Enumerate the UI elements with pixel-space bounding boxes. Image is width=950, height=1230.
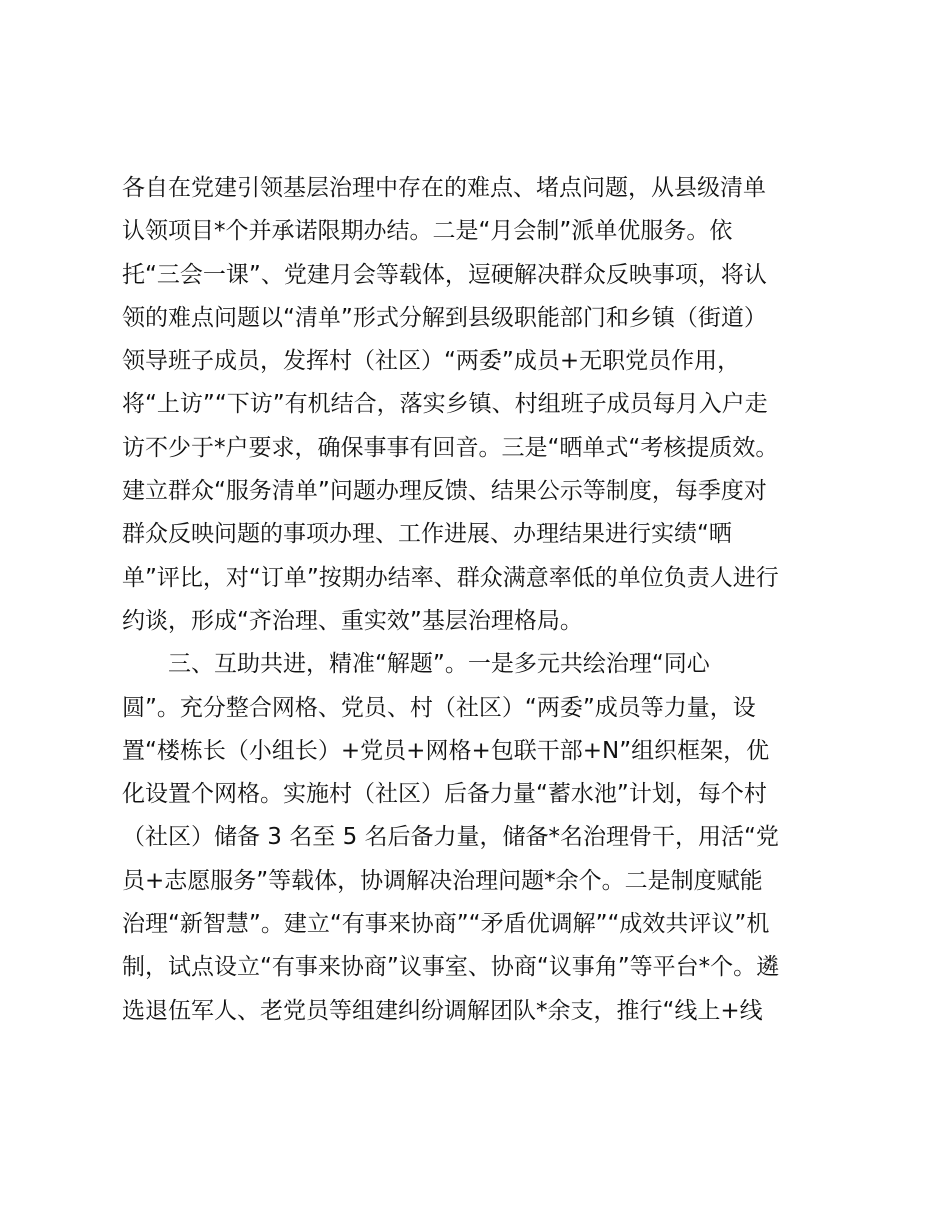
text-line: 单”评比，对“订单”按期办结率、群众满意率低的单位负责人进行 [122, 564, 779, 591]
text-line: 领导班子成员，发挥村（社区）“两委”成员+无职党员作用， [122, 348, 741, 375]
text-line: 将“上访”“下访”有机结合，落实乡镇、村组班子成员每月入户走 [122, 391, 768, 418]
text-line: 各自在党建引领基层治理中存在的难点、堵点问题，从县级清单 [122, 175, 766, 201]
text-line: 托“三会一课”、党建月会等载体，逗硬解决群众反映事项，将认 [122, 261, 767, 288]
text-line: 置“楼栋长（小组长）+党员+网格+包联干部+N”组织框架，优 [122, 737, 770, 764]
body-text [122, 167, 842, 1033]
text-line: （社区）储备 3 名至 5 名后备力量，储备*名治理骨干，用活“党 [122, 824, 779, 851]
text-line: 认领项目*个并承诺限期办结。二是“月会制”派单优服务。依 [122, 218, 733, 245]
text-line: 领的难点问题以“清单”形式分解到县级职能部门和乡镇（街道） [122, 304, 767, 331]
text-line: 建立群众“服务清单”问题办理反馈、结果公示等制度，每季度对 [122, 478, 767, 505]
text-line: 选退伍军人、老党员等组建纠纷调解团队*余支，推行“线上+线 [122, 997, 763, 1024]
text-line: 员+志愿服务”等载体，协调解决治理问题*余个。二是制度赋能 [122, 867, 763, 894]
text-line: 圆”。充分整合网格、党员、村（社区）“两委”成员等力量，设 [122, 694, 756, 721]
text-line: 制，试点设立“有事来协商”议事室、协商“议事角”等平台*个。遴 [122, 954, 780, 981]
text-line: 约谈，形成“齐治理、重实效”基层治理格局。 [122, 607, 583, 634]
section-heading-line: 三、互助共进，精准“解题”。一是多元共绘治理“同心 [168, 651, 710, 678]
text-line: 治理“新智慧”。建立“有事来协商”“矛盾优调解”“成效共评议”机 [122, 911, 770, 938]
text-line: 化设置个网格。实施村（社区）后备力量“蓄水池”计划，每个村 [122, 781, 767, 808]
text-line: 群众反映问题的事项办理、工作进展、办理结果进行实绩“晒 [122, 521, 732, 548]
text-line: 访不少于*户要求，确保事事有回音。三是“晒单式“考核提质效。 [122, 434, 779, 461]
